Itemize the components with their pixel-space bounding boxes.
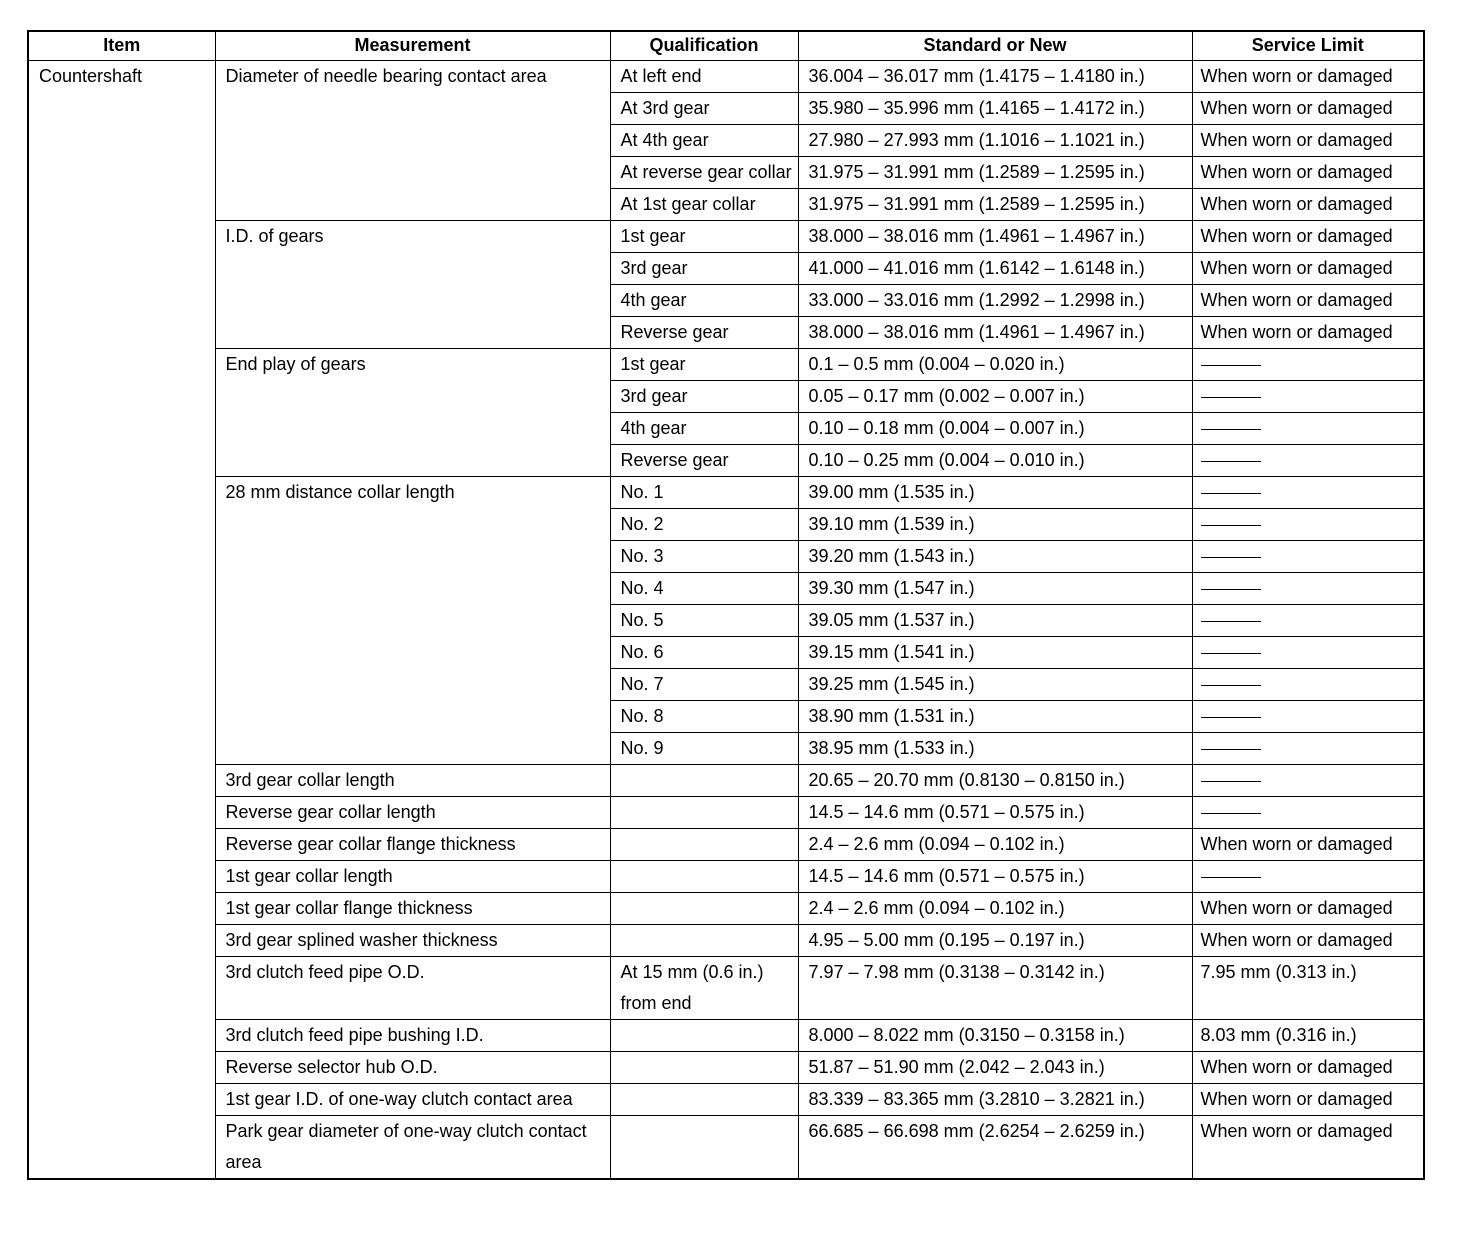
table-row [28,1116,1424,1180]
standard-cell: 31.975 – 31.991 mm (1.2589 – 1.2595 in.) [798,157,1192,189]
qualification-cell [610,829,798,861]
table-row [28,765,1424,797]
standard-cell: 41.000 – 41.016 mm (1.6142 – 1.6148 in.) [798,253,1192,285]
measurement-cell: End play of gears [215,349,610,477]
service-limit-cell: When worn or damaged [1192,925,1424,957]
dash-mark [1201,557,1261,558]
table-row [28,893,1424,925]
standard-cell: 31.975 – 31.991 mm (1.2589 – 1.2595 in.) [798,189,1192,221]
qualification-cell: 4th gear [610,285,798,317]
qualification-cell: No. 2 [610,509,798,541]
service-limit-cell: 8.03 mm (0.316 in.) [1192,1020,1424,1052]
qualification-cell [610,1052,798,1084]
table-row [28,925,1424,957]
measurement-cell: 3rd gear splined washer thickness [215,925,610,957]
dash-mark [1201,717,1261,718]
measurement-cell: Reverse gear collar length [215,797,610,829]
service-limit-cell: When worn or damaged [1192,285,1424,317]
dash-mark [1201,365,1261,366]
service-limit-cell [1192,477,1424,509]
qualification-cell [610,893,798,925]
dash-mark [1201,781,1261,782]
measurement-cell: 1st gear I.D. of one-way clutch contact area [215,1084,610,1116]
standard-cell: 39.25 mm (1.545 in.) [798,669,1192,701]
dash-mark [1201,813,1261,814]
qualification-cell: 3rd gear [610,381,798,413]
dash-mark [1201,493,1261,494]
standard-cell: 14.5 – 14.6 mm (0.571 – 0.575 in.) [798,861,1192,893]
qualification-cell: No. 7 [610,669,798,701]
table-body [28,61,1424,1180]
measurement-cell: 3rd clutch feed pipe O.D. [215,957,610,1020]
standard-cell: 38.000 – 38.016 mm (1.4961 – 1.4967 in.) [798,221,1192,253]
measurement-cell: I.D. of gears [215,221,610,349]
standard-cell: 0.05 – 0.17 mm (0.002 – 0.007 in.) [798,381,1192,413]
service-limit-cell: When worn or damaged [1192,1084,1424,1116]
service-limit-cell [1192,541,1424,573]
standard-cell: 51.87 – 51.90 mm (2.042 – 2.043 in.) [798,1052,1192,1084]
service-limit-cell [1192,797,1424,829]
service-limit-cell: When worn or damaged [1192,189,1424,221]
standard-cell: 20.65 – 20.70 mm (0.8130 – 0.8150 in.) [798,765,1192,797]
dash-mark [1201,589,1261,590]
qualification-cell: Reverse gear [610,445,798,477]
standard-cell: 35.980 – 35.996 mm (1.4165 – 1.4172 in.) [798,93,1192,125]
measurement-cell: 3rd clutch feed pipe bushing I.D. [215,1020,610,1052]
dash-mark [1201,653,1261,654]
measurement-cell: Reverse gear collar flange thickness [215,829,610,861]
standard-cell: 0.10 – 0.18 mm (0.004 – 0.007 in.) [798,413,1192,445]
qualification-cell [610,861,798,893]
service-limit-cell [1192,861,1424,893]
dash-mark [1201,397,1261,398]
qualification-cell: No. 8 [610,701,798,733]
dash-mark [1201,685,1261,686]
standard-cell: 36.004 – 36.017 mm (1.4175 – 1.4180 in.) [798,61,1192,93]
standard-cell: 83.339 – 83.365 mm (3.2810 – 3.2821 in.) [798,1084,1192,1116]
measurement-cell: 3rd gear collar length [215,765,610,797]
standard-cell: 66.685 – 66.698 mm (2.6254 – 2.6259 in.) [798,1116,1192,1180]
dash-mark [1201,429,1261,430]
service-limit-cell: When worn or damaged [1192,829,1424,861]
service-limit-cell [1192,605,1424,637]
standard-cell: 7.97 – 7.98 mm (0.3138 – 0.3142 in.) [798,957,1192,1020]
table-row [28,797,1424,829]
qualification-cell [610,1084,798,1116]
measurement-cell: 28 mm distance collar length [215,477,610,765]
qualification-cell: 3rd gear [610,253,798,285]
standard-cell: 39.00 mm (1.535 in.) [798,477,1192,509]
qualification-cell: Reverse gear [610,317,798,349]
standard-cell: 38.95 mm (1.533 in.) [798,733,1192,765]
measurement-cell: Diameter of needle bearing contact area [215,61,610,221]
service-limit-cell: When worn or damaged [1192,1052,1424,1084]
qualification-cell [610,797,798,829]
service-limit-cell [1192,733,1424,765]
service-limit-cell: When worn or damaged [1192,93,1424,125]
qualification-cell: 1st gear [610,221,798,253]
qualification-cell: No. 1 [610,477,798,509]
table-row [28,1084,1424,1116]
table-row [28,477,1424,509]
service-limit-cell: When worn or damaged [1192,1116,1424,1180]
qualification-cell: No. 5 [610,605,798,637]
item-cell: Countershaft [28,61,215,1180]
qualification-cell [610,1020,798,1052]
standard-cell: 0.1 – 0.5 mm (0.004 – 0.020 in.) [798,349,1192,381]
table-row [28,221,1424,253]
specifications-table [27,30,1425,1180]
standard-cell: 4.95 – 5.00 mm (0.195 – 0.197 in.) [798,925,1192,957]
service-limit-cell [1192,573,1424,605]
service-limit-cell [1192,509,1424,541]
qualification-cell [610,765,798,797]
service-limit-cell: When worn or damaged [1192,317,1424,349]
table-row [28,861,1424,893]
service-limit-cell: 7.95 mm (0.313 in.) [1192,957,1424,1020]
dash-mark [1201,877,1261,878]
service-limit-cell: When worn or damaged [1192,61,1424,93]
service-limit-cell: When worn or damaged [1192,221,1424,253]
qualification-cell: No. 4 [610,573,798,605]
standard-cell: 0.10 – 0.25 mm (0.004 – 0.010 in.) [798,445,1192,477]
service-limit-cell [1192,445,1424,477]
service-limit-cell [1192,669,1424,701]
qualification-cell: 1st gear [610,349,798,381]
qualification-cell: No. 6 [610,637,798,669]
standard-cell: 39.15 mm (1.541 in.) [798,637,1192,669]
qualification-cell: At 15 mm (0.6 in.) from end [610,957,798,1020]
qualification-cell: At reverse gear collar [610,157,798,189]
table-row [28,61,1424,93]
table-row [28,349,1424,381]
qualification-cell: At 1st gear collar [610,189,798,221]
standard-cell: 2.4 – 2.6 mm (0.094 – 0.102 in.) [798,829,1192,861]
table-row [28,957,1424,1020]
measurement-cell: Reverse selector hub O.D. [215,1052,610,1084]
service-limit-cell [1192,413,1424,445]
service-limit-cell: When worn or damaged [1192,157,1424,189]
qualification-cell: No. 3 [610,541,798,573]
service-limit-cell [1192,349,1424,381]
header-item: Item [28,31,215,61]
header-qualification: Qualification [610,31,798,61]
standard-cell: 38.000 – 38.016 mm (1.4961 – 1.4967 in.) [798,317,1192,349]
table-row [28,1020,1424,1052]
measurement-cell: 1st gear collar flange thickness [215,893,610,925]
qualification-cell: 4th gear [610,413,798,445]
standard-cell: 2.4 – 2.6 mm (0.094 – 0.102 in.) [798,893,1192,925]
dash-mark [1201,749,1261,750]
measurement-cell: Park gear diameter of one-way clutch contact area [215,1116,610,1180]
dash-mark [1201,525,1261,526]
standard-cell: 8.000 – 8.022 mm (0.3150 – 0.3158 in.) [798,1020,1192,1052]
header-measurement: Measurement [215,31,610,61]
service-limit-cell [1192,765,1424,797]
standard-cell: 39.30 mm (1.547 in.) [798,573,1192,605]
standard-cell: 27.980 – 27.993 mm (1.1016 – 1.1021 in.) [798,125,1192,157]
service-limit-cell: When worn or damaged [1192,125,1424,157]
dash-mark [1201,461,1261,462]
table-row [28,829,1424,861]
qualification-cell: At 3rd gear [610,93,798,125]
standard-cell: 38.90 mm (1.531 in.) [798,701,1192,733]
dash-mark [1201,621,1261,622]
standard-cell: 39.05 mm (1.537 in.) [798,605,1192,637]
standard-cell: 39.20 mm (1.543 in.) [798,541,1192,573]
header-row [28,31,1424,61]
standard-cell: 14.5 – 14.6 mm (0.571 – 0.575 in.) [798,797,1192,829]
qualification-cell [610,925,798,957]
standard-cell: 33.000 – 33.016 mm (1.2992 – 1.2998 in.) [798,285,1192,317]
service-limit-cell [1192,701,1424,733]
standard-cell: 39.10 mm (1.539 in.) [798,509,1192,541]
measurement-cell: 1st gear collar length [215,861,610,893]
table-row [28,1052,1424,1084]
service-limit-cell [1192,637,1424,669]
qualification-cell: No. 9 [610,733,798,765]
qualification-cell [610,1116,798,1180]
header-service-limit: Service Limit [1192,31,1424,61]
header-standard: Standard or New [798,31,1192,61]
service-limit-cell: When worn or damaged [1192,893,1424,925]
qualification-cell: At left end [610,61,798,93]
service-limit-cell: When worn or damaged [1192,253,1424,285]
qualification-cell: At 4th gear [610,125,798,157]
service-limit-cell [1192,381,1424,413]
